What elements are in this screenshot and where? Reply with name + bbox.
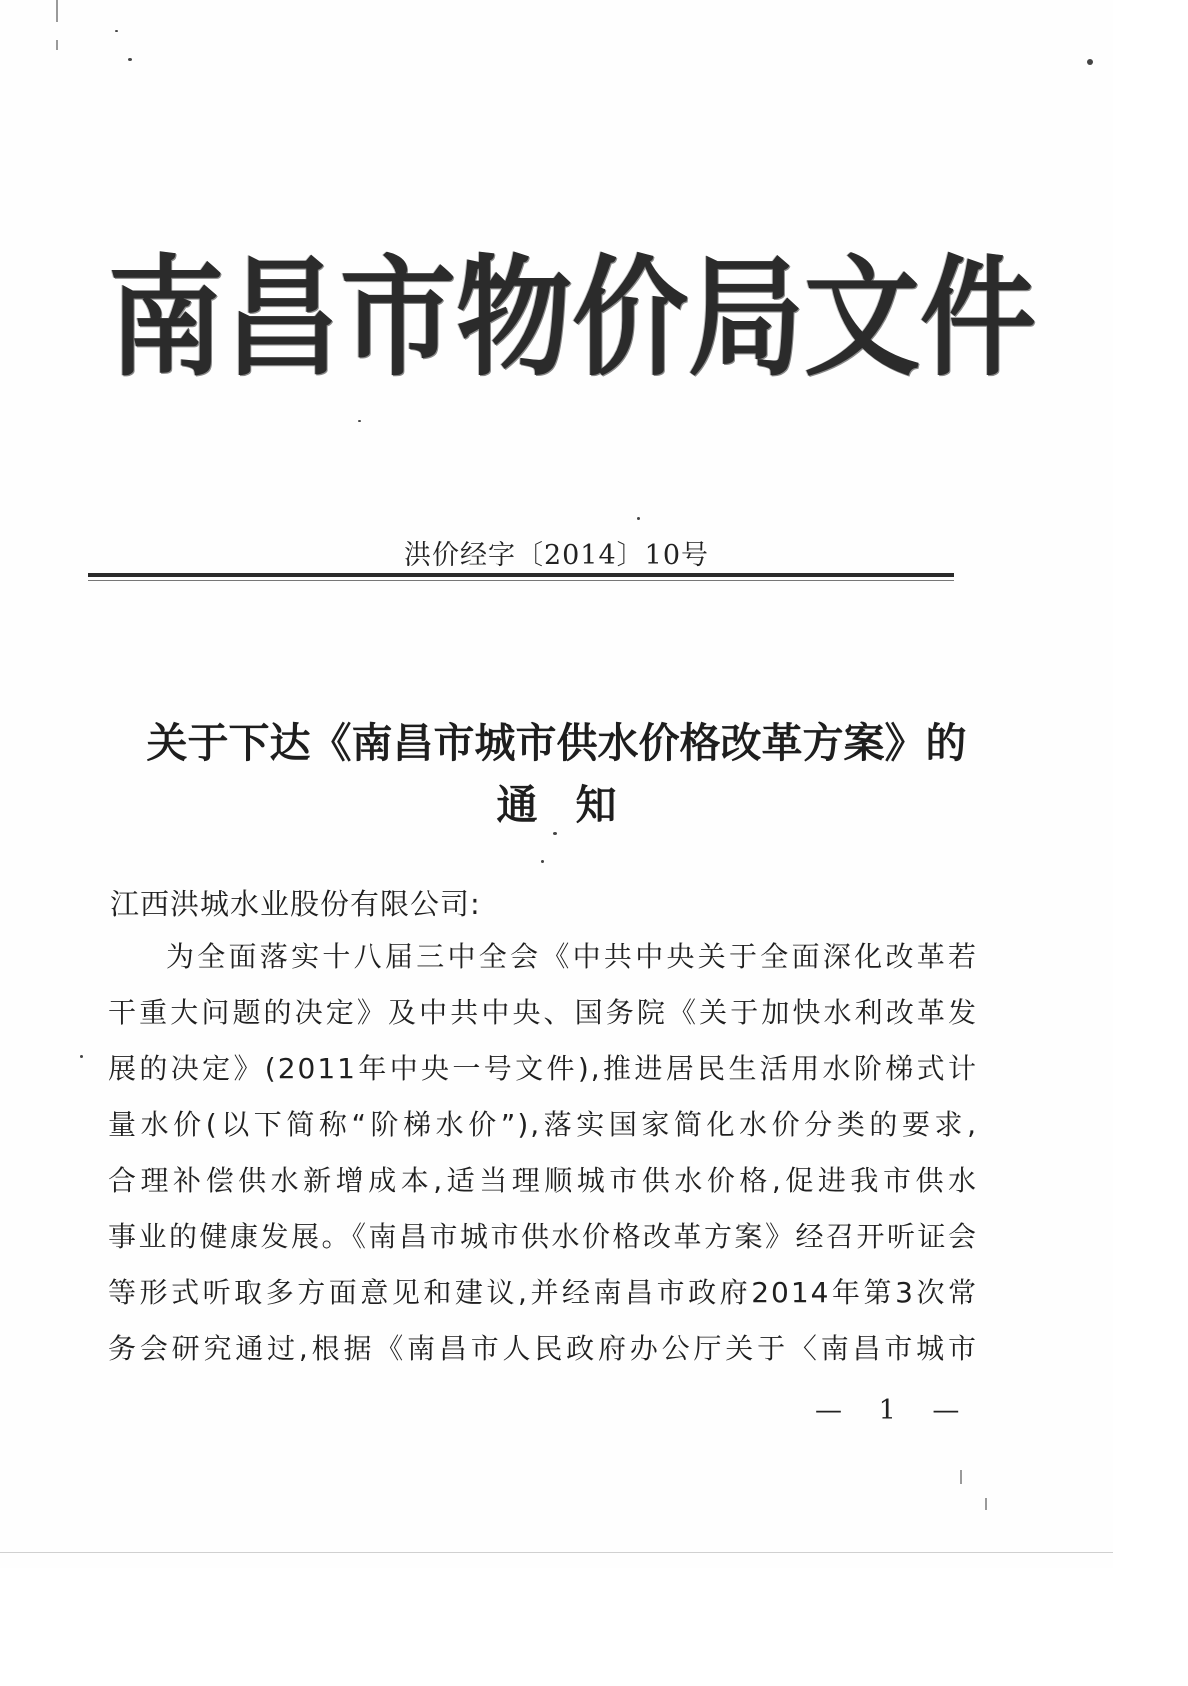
body-line: 干重大问题的决定》及中共中央、国务院《关于加快水利改革发 xyxy=(108,996,978,1029)
body-line: 事业的健康发展。《南昌市城市供水价格改革方案》经召开听证会 xyxy=(108,1220,978,1253)
document-title-line-2: 通知 xyxy=(496,781,655,829)
body-line: 合理补偿供水新增成本,适当理顺城市供水价格,促进我市供水 xyxy=(108,1164,978,1197)
header-char: 局 xyxy=(688,241,804,394)
header-divider-thin xyxy=(88,580,954,581)
body-line: 展的决定》(2011年中央一号文件),推进居民生活用水阶梯式计 xyxy=(108,1052,978,1085)
body-line: 为全面落实十八届三中全会《中共中央关于全面深化改革若 xyxy=(166,940,978,973)
scan-speck xyxy=(637,517,640,520)
scan-speck xyxy=(553,832,557,835)
header-char: 价 xyxy=(572,241,688,394)
header-char: 物 xyxy=(456,241,572,394)
header-char: 市 xyxy=(340,241,456,394)
scan-mark xyxy=(960,1470,962,1484)
header-divider xyxy=(88,573,954,577)
scan-speck xyxy=(358,420,361,422)
body-line: 务会研究通过,根据《南昌市人民政府办公厅关于〈南昌市城市 xyxy=(108,1332,978,1365)
scan-speck xyxy=(115,30,118,32)
document-number: 洪价经字〔2014〕10号 xyxy=(403,540,710,571)
scan-speck xyxy=(1087,59,1093,65)
document-title-line-1: 关于下达《南昌市城市供水价格改革方案》的 xyxy=(146,719,967,767)
page-number: — 1 — xyxy=(815,1395,974,1426)
header-char: 昌 xyxy=(224,241,340,394)
body-line: 等形式听取多方面意见和建议,并经南昌市政府2014年第3次常 xyxy=(108,1276,978,1309)
scan-mark xyxy=(985,1498,987,1510)
body-line: 量水价(以下简称“阶梯水价”),落实国家简化水价分类的要求, xyxy=(108,1108,978,1141)
issuing-authority-header xyxy=(108,232,1036,394)
header-char: 文 xyxy=(804,241,920,394)
addressee: 江西洪城水业股份有限公司: xyxy=(110,887,481,921)
scan-speck xyxy=(541,860,544,863)
scan-mark xyxy=(56,0,58,22)
scan-speck xyxy=(128,58,132,61)
scan-mark xyxy=(56,40,58,50)
header-char: 南 xyxy=(108,241,224,394)
header-char: 件 xyxy=(920,241,1036,394)
scan-speck xyxy=(80,1055,83,1058)
scan-mark xyxy=(0,1552,1113,1553)
